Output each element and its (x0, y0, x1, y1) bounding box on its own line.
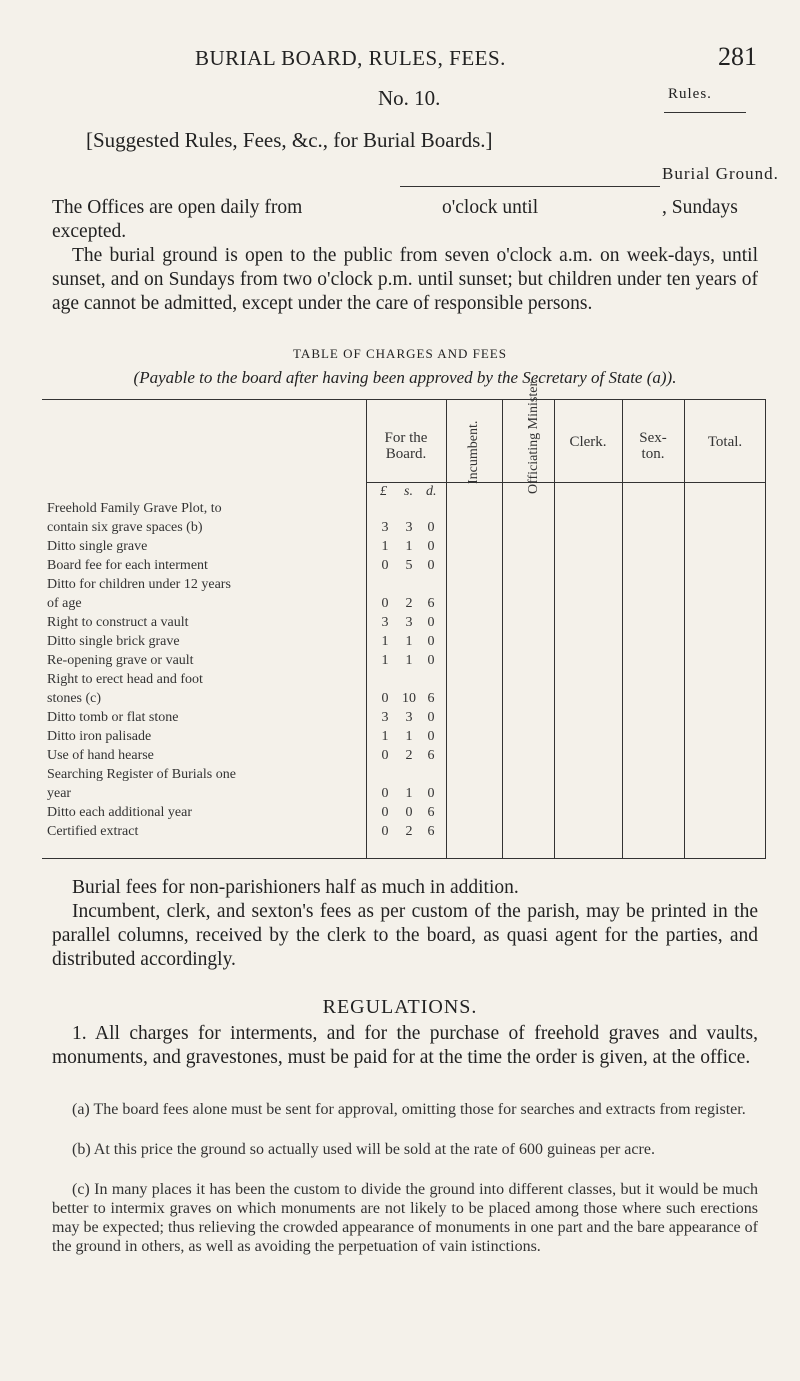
table-row (42, 691, 766, 709)
col-head-officiating: Officiating Minister. (526, 379, 541, 494)
table-row (42, 558, 766, 576)
row-label: Ditto iron palisade (47, 729, 152, 744)
row-pence: 6 (427, 824, 435, 839)
header-rule (366, 482, 766, 483)
rules-underline (664, 112, 746, 113)
table-row (42, 520, 766, 538)
row-label: contain six grave spaces (b) (47, 520, 203, 535)
offices-text-4: excepted. (52, 221, 127, 242)
row-shillings: 1 (405, 786, 413, 801)
table-row (42, 672, 766, 690)
row-label: Use of hand hearse (47, 748, 154, 763)
running-head (0, 28, 800, 71)
row-pence: 6 (427, 805, 435, 820)
row-label: of age (47, 596, 82, 611)
table-row (42, 729, 766, 747)
row-shillings: 1 (405, 729, 413, 744)
row-label: Ditto single grave (47, 539, 148, 554)
row-pounds: 3 (381, 710, 389, 725)
row-pounds: 3 (381, 615, 389, 630)
suggested-heading: [Suggested Rules, Fees, &c., for Burial Boards.] (86, 128, 493, 152)
row-label: Certified extract (47, 824, 139, 839)
row-shillings: 10 (402, 691, 416, 706)
row-pence: 6 (427, 748, 435, 763)
offices-text-2: o'clock until (442, 197, 539, 218)
row-label: Right to construct a vault (47, 615, 189, 630)
table-row (42, 710, 766, 728)
table-row (42, 634, 766, 652)
burial-ground-paragraph: The burial ground is open to the public from seven o'clock a.m. on week-days, until sunset, and on Sundays from two o'clock p.m. until sunset; but children under ten years of age cannot be admitted, except under the care of responsible persons. (52, 245, 758, 314)
row-shillings: 1 (405, 539, 413, 554)
row-shillings: 1 (405, 634, 413, 649)
row-pence: 0 (427, 539, 435, 554)
col-head-clerk: Clerk. (569, 434, 607, 450)
row-label: Board fee for each interment (47, 558, 208, 573)
table-row (42, 539, 766, 557)
offices-text-1: The Offices are open daily from (52, 197, 303, 218)
row-label: year (47, 786, 72, 801)
regulations-title: REGULATIONS. (322, 996, 478, 1018)
row-label: Re-opening grave or vault (47, 653, 194, 668)
table-subtitle: (Payable to the board after having been approved by the Secretary of State (a)). (133, 368, 677, 387)
section-rule (400, 186, 660, 187)
row-pounds: 1 (381, 653, 389, 668)
table-row (42, 653, 766, 671)
row-pence: 0 (427, 653, 435, 668)
row-label: Ditto each additional year (47, 805, 192, 820)
table-row (42, 501, 766, 519)
table-row (42, 805, 766, 823)
section-label: Burial Ground. (662, 164, 779, 183)
row-pence: 0 (427, 786, 435, 801)
table-row (42, 577, 766, 595)
row-pounds: 1 (381, 634, 389, 649)
rules-tag: Rules. (668, 86, 712, 102)
row-label: Ditto single brick grave (47, 634, 180, 649)
row-pounds: 0 (381, 748, 389, 763)
non-parishioner-note: Burial fees for non-parishioners half as much in addition. (72, 877, 519, 898)
row-shillings: 3 (405, 520, 413, 535)
table-row (42, 615, 766, 633)
row-label: Ditto tomb or flat stone (47, 710, 179, 725)
row-pence: 6 (427, 596, 435, 611)
row-label: Right to erect head and foot (47, 672, 203, 687)
row-pounds: 0 (381, 805, 389, 820)
running-title: BURIAL BOARD, RULES, FEES. (195, 46, 506, 70)
page-number: 281 (718, 42, 757, 71)
lsd-pence: d. (426, 484, 437, 499)
offices-paragraph (52, 196, 758, 244)
row-pounds: 0 (381, 691, 389, 706)
row-shillings: 3 (405, 615, 413, 630)
row-shillings: 3 (405, 710, 413, 725)
row-label: Ditto for children under 12 years (47, 577, 231, 592)
row-shillings: 2 (405, 596, 413, 611)
footnote-b: (b) At this price the ground so actually used will be sold at the rate of 600 guineas per acre. (72, 1141, 655, 1158)
lsd-shillings: s. (404, 484, 413, 499)
table-row (42, 786, 766, 804)
row-pence: 6 (427, 691, 435, 706)
table-row (42, 824, 766, 842)
footnote-a: (a) The board fees alone must be sent for approval, omitting those for searches and extracts from register. (72, 1101, 746, 1118)
col-head-sexton: Sex- ton. (639, 430, 667, 462)
offices-text-3: , Sundays (662, 197, 738, 218)
form-number: No. 10. (378, 86, 441, 110)
row-pence: 0 (427, 710, 435, 725)
col-head-incumbent: Incumbent. (466, 420, 481, 484)
row-shillings: 5 (405, 558, 413, 573)
row-shillings: 0 (405, 805, 413, 820)
col-head-board: For the Board. (384, 430, 428, 462)
row-shillings: 2 (405, 748, 413, 763)
row-pounds: 0 (381, 558, 389, 573)
row-pounds: 0 (381, 786, 389, 801)
row-pounds: 3 (381, 520, 389, 535)
row-shillings: 1 (405, 653, 413, 668)
table-row (42, 596, 766, 614)
row-pounds: 0 (381, 596, 389, 611)
regulation-1: 1. All charges for interments, and for the purchase of freehold graves and vaults, monuments, and gravestones, must be paid for at the time the order is given, at the office. (52, 1023, 758, 1068)
row-pence: 0 (427, 615, 435, 630)
row-pounds: 1 (381, 539, 389, 554)
fees-table (42, 379, 766, 859)
footnote-c: (c) In many places it has been the custom to divide the ground into different classes, but it would be much better to intermix graves on which monuments are not likely to be placed among those where such erections may be expected; thus relieving the crowded appearance of monuments in one part and the bare appearance of the ground in others, as well as avoiding the perpetuation of vain istinctions. (52, 1181, 758, 1255)
table-row (42, 767, 766, 785)
row-label: Freehold Family Grave Plot, to (47, 501, 222, 516)
row-label: Searching Register of Burials one (47, 767, 236, 782)
lsd-pounds: £ (380, 484, 387, 499)
row-pounds: 0 (381, 824, 389, 839)
row-pence: 0 (427, 520, 435, 535)
row-pence: 0 (427, 634, 435, 649)
table-row (42, 748, 766, 766)
row-pence: 0 (427, 729, 435, 744)
row-pence: 0 (427, 558, 435, 573)
row-label: stones (c) (47, 691, 102, 706)
table-title: TABLE OF CHARGES AND FEES (293, 346, 507, 361)
row-pounds: 1 (381, 729, 389, 744)
col-head-total: Total. (707, 434, 743, 450)
fees-distribution-note: Incumbent, clerk, and sexton's fees as per custom of the parish, may be printed in the parallel columns, received by the clerk to the board, as quasi agent for the parties, and distributed accordingly. (52, 901, 758, 970)
row-shillings: 2 (405, 824, 413, 839)
